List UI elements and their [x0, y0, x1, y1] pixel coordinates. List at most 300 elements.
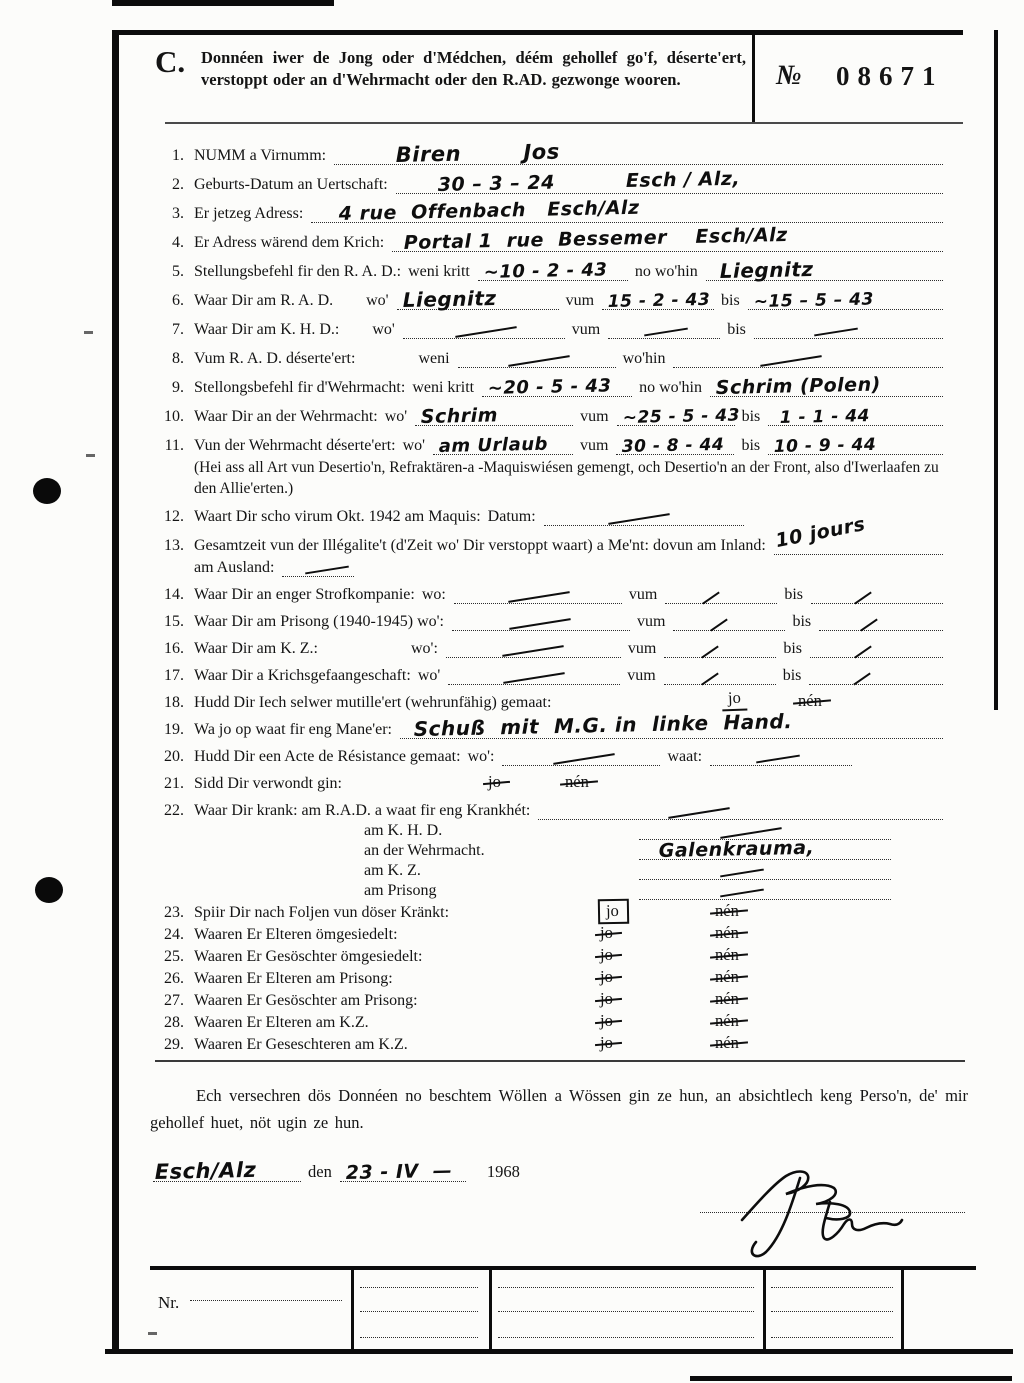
form-row-18 — [150, 687, 950, 714]
row-cells — [194, 610, 950, 633]
row-label: Waar Dir am R. A. D. — [194, 292, 334, 309]
row-label: Er Adress wärend dem Krich: — [194, 234, 385, 251]
row-label: waat: — [667, 748, 703, 765]
yes-option: jo — [600, 967, 613, 986]
row-label: Stellungsbefehl fir den R. A. D.: — [194, 263, 402, 280]
row-label: Waar Dir an enger Strofkompanie: — [194, 586, 415, 603]
row-label: Waar Dir am K. H. D.: — [194, 321, 340, 338]
row-cells — [194, 637, 950, 660]
handwritten-stroke — [854, 591, 872, 604]
handwritten-stroke — [508, 355, 570, 367]
dotted-field — [710, 373, 943, 399]
handwritten-value: Liegnitz — [402, 286, 497, 312]
dotted-field — [454, 583, 622, 604]
signature-scribble — [712, 1158, 942, 1268]
dotted-field — [400, 709, 943, 741]
handwritten-stroke — [508, 591, 570, 603]
row-label: Hudd Dir een Acte de Résistance gemaat: — [194, 748, 461, 765]
row-cells — [194, 664, 950, 687]
table-dotted-line — [360, 1337, 478, 1338]
table-column-divider — [763, 1266, 766, 1352]
header-divider — [752, 35, 755, 122]
dotted-field — [664, 664, 776, 685]
date-line — [152, 1148, 582, 1184]
dotted-field — [639, 859, 891, 880]
margin-tick — [84, 331, 93, 334]
item-number: 23. — [164, 904, 184, 921]
row-label: Waar Dir am K. Z.: — [194, 640, 318, 657]
item-number: 12. — [164, 508, 184, 525]
header-bottom-rule — [165, 122, 963, 124]
form-row-14 — [150, 579, 950, 606]
row-label: vum — [627, 667, 656, 684]
row-label: Waaren Er Elteren am Prisong: — [194, 970, 393, 987]
item-number: 25. — [164, 948, 184, 965]
handwritten-value: Biren Jos — [395, 139, 561, 167]
item-number: 11. — [164, 437, 184, 454]
yes-option: jo — [600, 1011, 613, 1030]
handwritten-stroke — [455, 326, 517, 338]
handwritten-value: am Urlaub — [438, 433, 549, 457]
row-label: Stellongsbefehl fir d'Wehrmacht: — [194, 379, 406, 396]
dotted-field — [482, 376, 632, 397]
dotted-field — [311, 196, 943, 225]
table-dotted-line — [498, 1311, 754, 1312]
row-label: bis — [784, 586, 803, 603]
item-number: 26. — [164, 970, 184, 987]
handwritten-value: 10 jours — [773, 513, 867, 552]
form-row-10 — [150, 399, 950, 428]
item-number: 16. — [164, 640, 184, 657]
dotted-field — [809, 664, 943, 685]
row-label: am K. Z. — [364, 862, 421, 879]
punch-hole — [33, 478, 61, 504]
item-number: 10. — [164, 408, 184, 425]
form-row-6 — [150, 283, 950, 312]
handwritten-value: Schuß mit M.G. in linke Hand. — [413, 709, 793, 741]
dotted-field — [478, 260, 628, 281]
item-number: 28. — [164, 1014, 184, 1031]
form-row-11 — [150, 428, 950, 457]
form-row-4 — [150, 225, 950, 254]
row-cells — [194, 926, 950, 946]
handwritten-value: 30 – 3 – 24 Esch / Alz, — [437, 167, 741, 196]
table-column-divider — [489, 1266, 492, 1352]
row-cells — [194, 139, 950, 167]
handwritten-stroke — [509, 618, 571, 630]
row-label: Waaren Er Elteren am K.Z. — [194, 1014, 369, 1031]
nr-field — [190, 1300, 342, 1301]
handwritten-value: Liegnitz — [719, 257, 814, 283]
table-dotted-line — [771, 1311, 893, 1312]
form-row-17 — [150, 660, 950, 687]
item-number: 7. — [172, 321, 184, 338]
form-row-26 — [150, 968, 950, 990]
row-cells — [194, 434, 950, 457]
handwritten-value: 10 - 9 - 44 — [773, 434, 877, 457]
dotted-field — [392, 223, 943, 254]
dotted-field — [397, 286, 559, 312]
dotted-field — [665, 583, 777, 604]
row-label: wo'hin — [622, 350, 666, 367]
no-option: nén — [715, 967, 739, 986]
row-cells — [194, 556, 950, 579]
dotted-field — [810, 637, 943, 658]
scan-edge-right — [994, 30, 998, 710]
dotted-field — [639, 836, 891, 862]
item-number: 1. — [172, 147, 184, 164]
item-number: 21. — [164, 775, 184, 792]
handwritten-value: ~20 - 5 - 43 — [487, 375, 612, 399]
row-label: bis — [727, 321, 746, 338]
item-number: 8. — [172, 350, 184, 367]
date-field — [340, 1161, 466, 1182]
row-label: vum — [628, 586, 658, 603]
no-option: nén — [715, 1033, 739, 1052]
row-label: weni — [418, 350, 450, 367]
row-label: vum — [565, 292, 595, 309]
row-cells — [194, 167, 950, 196]
row-label: Waart Dir scho virum Okt. 1942 am Maquis: — [194, 508, 481, 525]
dotted-field — [673, 347, 943, 368]
margin-tick — [86, 454, 95, 457]
item-number: 9. — [172, 379, 184, 396]
handwritten-value: 1 - 1 - 44 — [779, 406, 871, 428]
form-row-29 — [150, 1034, 950, 1056]
item-number: 3. — [172, 205, 184, 222]
row-label: wo': — [467, 748, 495, 765]
handwritten-date: 23 - IV — — [345, 1159, 453, 1184]
form-row-16 — [150, 633, 950, 660]
row-cells — [194, 196, 950, 225]
row-label: Waar Dir krank: am R.A.D. a waat fir eng Krankhét: — [194, 802, 531, 819]
dotted-field — [773, 513, 943, 555]
table-dotted-line — [498, 1287, 754, 1288]
row-label: wo': — [411, 640, 438, 657]
item-number: 27. — [164, 992, 184, 1009]
row-label: wo' — [402, 437, 426, 454]
table-bottom-border — [105, 1349, 1013, 1354]
row-label: Vum R. A. D. déserte'ert: — [194, 350, 356, 367]
year-label: 1968 — [486, 1162, 520, 1181]
row-label: am Ausland: — [194, 559, 275, 576]
table-column-divider — [901, 1266, 904, 1352]
handwritten-stroke — [553, 753, 615, 765]
row-label: no wo'hin — [639, 379, 702, 396]
row-label: Waar Dir a Krichsgefaangeschaft: — [194, 667, 411, 684]
row-cells — [194, 286, 950, 312]
handwritten-stroke — [644, 328, 688, 337]
row-label: Waaren Er Gesöschter am Prisong: — [194, 992, 418, 1009]
handwritten-value: Schrim — [420, 404, 499, 428]
row-cells — [194, 1014, 950, 1034]
row-label: bis — [792, 613, 812, 630]
row-label: vum — [580, 408, 609, 425]
form-row-24 — [150, 924, 950, 946]
table-dotted-line — [498, 1337, 754, 1338]
dotted-field — [446, 637, 621, 658]
yes-option: jo — [600, 989, 613, 1008]
row-label: an der Wehrmacht. — [364, 842, 485, 859]
row-label: Datum: — [487, 508, 536, 525]
form-row-8 — [150, 341, 950, 370]
no-option: nén — [798, 691, 822, 710]
row-label: weni kritt — [408, 263, 470, 280]
form-row-5 — [150, 254, 950, 283]
item-number: 20. — [164, 748, 184, 765]
row-label: vum — [637, 613, 666, 630]
dotted-field — [754, 318, 943, 339]
row-cells — [194, 1036, 950, 1056]
row-cells — [194, 948, 950, 968]
dotted-field — [811, 583, 943, 604]
no-option: nén — [715, 945, 739, 964]
form-row-23 — [150, 902, 950, 924]
handwritten-stroke — [720, 869, 764, 878]
row-cells — [194, 405, 950, 428]
dotted-field — [538, 799, 943, 820]
number-sign: № — [776, 60, 802, 91]
row-label: Waaren Er Elteren ömgesiedelt: — [194, 926, 398, 943]
row-label: bis — [783, 640, 803, 657]
no-option: nén — [565, 772, 589, 791]
item-number: 13. — [164, 537, 184, 554]
dotted-field — [768, 434, 943, 455]
row-cells — [194, 318, 950, 341]
dotted-field — [673, 610, 785, 631]
form-row-sub14 — [150, 557, 950, 579]
nr-label: Nr. — [158, 1293, 180, 1312]
handwritten-stroke — [702, 591, 720, 604]
dotted-field — [452, 610, 630, 631]
declaration-text: Ech versechren dös Donnéen no beschtem Wöllen a Wössen gin ze hun, an absichtlech keng Perso'n, de' mir gehollef huet, nöt ugin ze hun. — [150, 1086, 968, 1132]
dotted-field — [639, 879, 891, 900]
form-row-20 — [150, 741, 950, 768]
row-label: vum — [627, 640, 657, 657]
table-top-border — [150, 1266, 976, 1270]
item-number: 17. — [164, 667, 184, 684]
dotted-field — [433, 434, 573, 455]
row-label: Waar Dir an der Wehrmacht: — [194, 408, 378, 425]
row-label: Spiir Dir nach Foljen vun döser Kränkt: — [194, 904, 450, 921]
row-cells — [194, 904, 950, 924]
row-label: Vun der Wehrmacht déserte'ert: — [194, 437, 396, 454]
yes-option: jo — [600, 945, 613, 964]
handwritten-stroke — [306, 566, 350, 575]
item-number: 29. — [164, 1036, 184, 1053]
handwritten-value: 15 - 2 - 43 — [607, 289, 711, 312]
dotted-field — [748, 289, 943, 310]
dotted-field — [403, 318, 565, 339]
row-label: Gesamtzeit vun der Illégalite't (d'Zeit wo' Dir verstoppt waart) a Me'nt: dovun am Inland: — [194, 537, 766, 554]
row-label: wo' — [384, 408, 408, 425]
handwritten-value: ~15 – 5 – 43 — [753, 289, 874, 312]
form-row-9 — [150, 370, 950, 399]
row-cells — [194, 970, 950, 990]
handwritten-stroke — [756, 755, 800, 764]
handwritten-stroke — [815, 328, 859, 337]
form-row-28 — [150, 1012, 950, 1034]
table-column-divider — [351, 1266, 354, 1352]
form-row-3 — [150, 196, 950, 225]
dotted-field — [710, 745, 852, 766]
form-row-1 — [150, 138, 950, 167]
yes-option: jo — [598, 899, 629, 925]
dotted-field — [602, 289, 714, 310]
table-dotted-line — [771, 1287, 893, 1288]
row-label: Waar Dir am Prisong (1940-1945) wo': — [194, 613, 444, 630]
yes-option: jo — [600, 923, 613, 942]
dotted-field — [819, 610, 943, 631]
row-label: bis — [741, 408, 761, 425]
section-letter: C. — [155, 44, 186, 79]
frame-top-border — [112, 30, 963, 35]
handwritten-stroke — [853, 672, 871, 685]
handwritten-value: Portal 1 rue Bessemer Esch/Alz — [403, 223, 789, 254]
row-label: am Prisong — [364, 882, 437, 899]
item-number: 22. — [164, 802, 184, 819]
dotted-field — [415, 405, 573, 426]
dotted-field — [706, 257, 943, 283]
dotted-field — [396, 167, 943, 196]
yes-option: jo — [722, 688, 748, 712]
row-label: vum — [580, 437, 609, 454]
item-number: 6. — [172, 292, 184, 309]
row-label: Wa jo op waat fir eng Mane'er: — [194, 721, 392, 738]
yes-option: jo — [600, 1033, 613, 1052]
form-row-7 — [150, 312, 950, 341]
dotted-field — [544, 505, 744, 526]
handwritten-value: Galenkrauma, — [658, 836, 815, 862]
item-number: 18. — [164, 694, 184, 711]
row-label: Er jetzeg Adress: — [194, 205, 304, 222]
row-label: wo' — [417, 667, 441, 684]
form-rows — [150, 138, 950, 1056]
row-label: wo' — [366, 292, 389, 309]
dotted-field — [664, 637, 776, 658]
handwritten-stroke — [608, 513, 670, 525]
handwritten-stroke — [860, 618, 878, 631]
section-title: Donnéen iwer de Jong oder d'Médchen, déém gehollef go'f, déserte'ert, verstoppt oder an d'Wehrmacht oder den R.AD. gezwonge wooren. — [201, 48, 746, 89]
item-number: 4. — [172, 234, 184, 251]
place-field — [153, 1157, 301, 1184]
row-label: bis — [782, 667, 802, 684]
handwritten-stroke — [720, 889, 764, 898]
handwritten-value: ~10 - 2 - 43 — [483, 259, 608, 283]
dotted-field — [616, 434, 734, 455]
row-cells — [194, 347, 950, 370]
form-row-21 — [150, 768, 950, 795]
row-label: Waaren Er Geseschteren am K.Z. — [194, 1036, 408, 1053]
handwritten-value: ~25 - 5 - 43 — [622, 405, 740, 428]
handwritten-stroke — [711, 618, 729, 631]
item-number: 2. — [172, 176, 184, 193]
margin-tick — [148, 1332, 157, 1335]
item-number: 15. — [164, 613, 184, 630]
form-row-2 — [150, 167, 950, 196]
row-cells — [194, 257, 950, 283]
form-row-15 — [150, 606, 950, 633]
handwritten-value: 30 - 8 - 44 — [622, 434, 725, 457]
no-option: nén — [715, 923, 739, 942]
row-label: wo' — [372, 321, 395, 338]
row-label: NUMM a Virnumm: — [194, 147, 327, 164]
scan-edge-bottom-right — [690, 1376, 1012, 1381]
row-label: vum — [571, 321, 601, 338]
form-row-19 — [150, 709, 950, 741]
row-cells — [194, 745, 950, 768]
table-dotted-line — [360, 1287, 478, 1288]
handwritten-place: Esch/Alz — [154, 1157, 257, 1184]
item-number: 24. — [164, 926, 184, 943]
dotted-field — [282, 556, 354, 577]
form-row-22 — [150, 795, 950, 822]
dotted-field — [608, 318, 720, 339]
form-serial-number: 08671 — [836, 61, 944, 91]
section-rule — [155, 1060, 965, 1062]
form-note: (Hei ass all Art vun Desertio'n, Refraktären-a -Maquiswiésen gemengt, och Desertio'n an der Front, also d'Iwerlaafen zu den Allie'erten.) — [194, 459, 939, 497]
handwritten-stroke — [504, 672, 566, 684]
row-cells — [194, 223, 950, 254]
row-label: Geburts-Datum an Uertschaft: — [194, 176, 388, 193]
yes-option: jo — [488, 772, 501, 791]
dotted-field — [617, 405, 740, 428]
no-option: nén — [715, 1011, 739, 1030]
row-cells — [194, 709, 950, 741]
row-label: bis — [741, 437, 761, 454]
form-row-27 — [150, 990, 950, 1012]
table-dotted-line — [360, 1311, 478, 1312]
form-row-25 — [150, 946, 950, 968]
row-cells — [194, 694, 950, 714]
dotted-field — [458, 347, 616, 368]
scan-edge-top — [112, 0, 334, 6]
handwritten-value: 4 rue Offenbach Esch/Alz — [338, 196, 641, 225]
row-label: no wo'hin — [634, 263, 698, 280]
row-cells — [194, 879, 950, 902]
row-cells — [194, 583, 950, 606]
row-label: bis — [721, 292, 740, 309]
handwritten-stroke — [854, 645, 872, 658]
row-label: Hudd Dir Iech selwer mutille'ert (wehrunfähig) gemaat: — [194, 694, 552, 711]
no-option: nén — [715, 989, 739, 1008]
item-number: 5. — [172, 263, 184, 280]
row-label: am K. H. D. — [364, 822, 443, 839]
den-label: den — [308, 1162, 332, 1181]
handwritten-stroke — [668, 807, 730, 819]
form-row-sub27 — [150, 882, 950, 902]
handwritten-stroke — [502, 645, 564, 657]
row-label: Waaren Er Gesöschter ömgesiedelt: — [194, 948, 423, 965]
punch-hole — [35, 877, 63, 903]
handwritten-stroke — [760, 355, 822, 367]
dotted-field — [334, 139, 943, 167]
row-cells — [194, 373, 950, 399]
row-label: wo: — [421, 586, 446, 603]
table-dotted-line — [771, 1337, 893, 1338]
dotted-field — [502, 745, 660, 766]
handwritten-stroke — [701, 672, 719, 685]
row-cells — [194, 992, 950, 1012]
dotted-field — [448, 664, 620, 685]
row-label: Sidd Dir verwondt gin: — [194, 775, 342, 792]
handwritten-value: Schrim (Polen) — [715, 373, 881, 399]
no-option: nén — [715, 901, 739, 920]
handwritten-stroke — [701, 645, 719, 658]
dotted-field — [768, 405, 943, 426]
row-label: weni kritt — [412, 379, 475, 396]
item-number: 14. — [164, 586, 184, 603]
